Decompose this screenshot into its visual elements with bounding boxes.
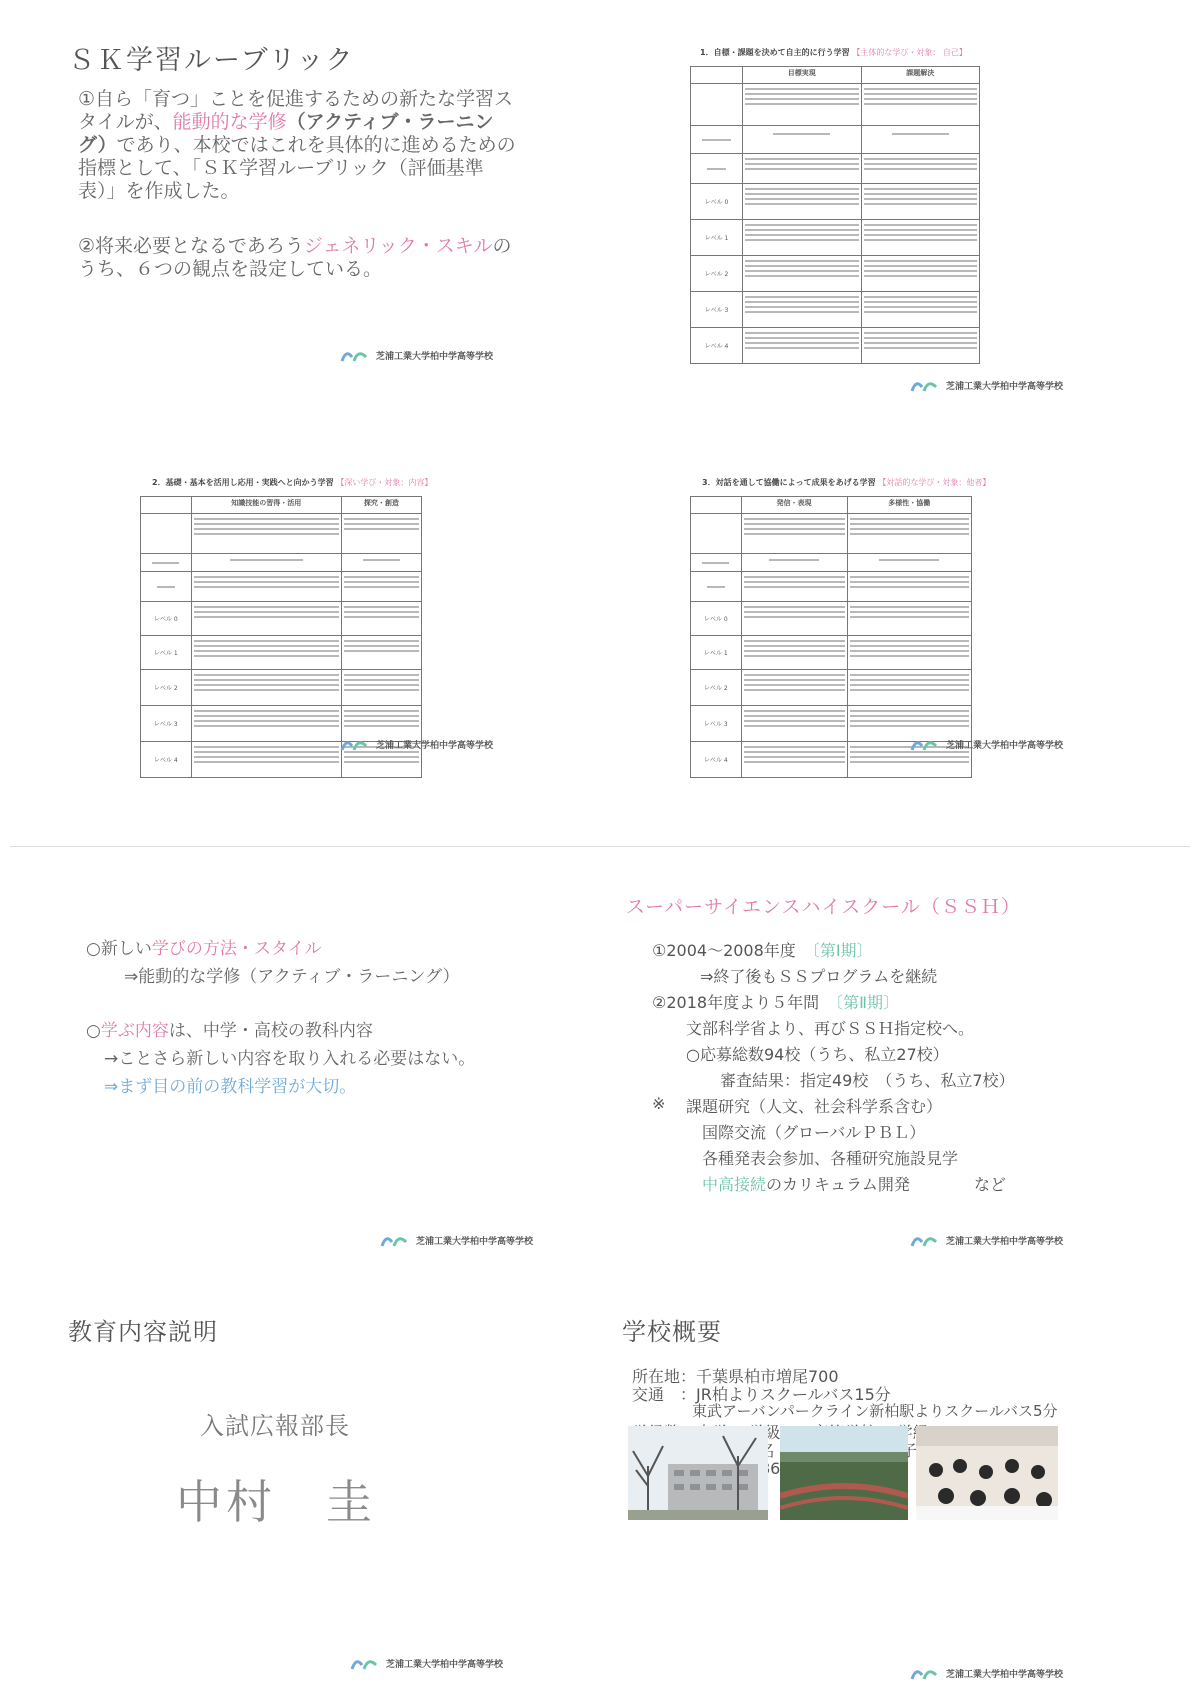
paragraph-2-text: ②将来必要となるであろう: [78, 235, 304, 257]
level-label: レベル 1: [141, 636, 192, 670]
column-header: 目標実現: [743, 67, 861, 84]
column-header: 多様性・協働: [847, 497, 971, 514]
ssh-line-6: 審査結果：指定49校 （うち、私立7校）: [720, 1071, 1015, 1090]
slide-title: ＳＫ学習ルーブリック: [68, 45, 355, 76]
ssh-line-4: 文部科学省より、再びＳＳＨ指定校へ。: [686, 1019, 975, 1038]
ssh-line-9: 各種発表会参加、各種研究施設見学: [702, 1149, 959, 1168]
school-logo-icon: [910, 1232, 940, 1248]
school-classroom-photo: [916, 1426, 1058, 1520]
level-label: レベル 0: [141, 602, 192, 636]
school-logo-icon: [340, 736, 370, 752]
school-field-photo: [780, 1426, 908, 1520]
column-header: 探究・創造: [341, 497, 421, 514]
slide-presenter: [0, 1280, 600, 1697]
school-name: 芝浦工業大学柏中学高等学校: [386, 1659, 504, 1670]
learning-line-4: →ことさら新しい内容を取り入れる必要はない。: [104, 1049, 476, 1069]
ssh-title: スーパーサイエンスハイスクール（ＳＳＨ）: [626, 896, 1021, 918]
ssh-mark: ※: [652, 1094, 666, 1113]
level-label: レベル 0: [691, 184, 743, 220]
school-footer: [380, 1232, 533, 1248]
learning-line-2: ⇒能動的な学修（アクティブ・ラーニング）: [124, 967, 460, 987]
ssh-line-3: [652, 990, 899, 1013]
school-footer: [910, 1665, 1063, 1681]
ssh-phase-tag: 〔第Ⅰ期〕: [811, 941, 873, 960]
school-footer: [910, 1232, 1063, 1248]
level-label: レベル 3: [691, 706, 742, 742]
column-header: 課題解決: [861, 67, 980, 84]
ssh-period-1: ①2004～2008年度: [652, 941, 796, 960]
slide-ssh: [600, 860, 1200, 1280]
active-learning-highlight: 能動的な学修: [172, 111, 287, 133]
school-info-row: 東武アーバンパークライン新柏駅よりスクールバス5分: [632, 1402, 1058, 1420]
slide-rubric-intro: [0, 0, 600, 420]
school-logo-icon: [380, 1232, 410, 1248]
ssh-period-2: ②2018年度より５年間: [652, 993, 820, 1012]
level-label: レベル 4: [691, 328, 743, 364]
rubric-heading: [700, 47, 967, 58]
rubric-table: [690, 66, 980, 364]
column-header: 知識技能の習得・活用: [191, 497, 341, 514]
school-footer: [910, 377, 1063, 393]
active-learning-bold: （アクティブ・ラーニング）: [78, 111, 494, 156]
learning-line-1: [86, 938, 322, 961]
paragraph-1-text-end: であり、本校ではこれを具体的に進めるための指標として、「ＳＫ学習ルーブリック（評価基準表）」を作成した。: [78, 134, 516, 202]
school-logo-icon: [340, 347, 370, 363]
school-name: 芝浦工業大学柏中学高等学校: [946, 381, 1064, 392]
paragraph-1-text: ①自ら「育つ」ことを促進するための新たな学習スタイルが、: [78, 88, 514, 133]
level-label: レベル 4: [691, 742, 742, 778]
level-label: レベル 3: [691, 292, 743, 328]
school-logo-icon: [350, 1655, 380, 1671]
level-label: レベル 1: [691, 636, 742, 670]
rubric-tag: 【深い学び・対象：内容】: [336, 478, 433, 487]
level-label: レベル 2: [141, 670, 192, 706]
ssh-line-10: [702, 1172, 910, 1195]
learning-style-highlight: 学びの方法・スタイル: [151, 939, 322, 959]
learning-line-1-text: ○新しい: [86, 939, 152, 959]
learning-line-3-mark: ○: [86, 1021, 101, 1041]
junior-senior-connection-highlight: 中高接続: [702, 1175, 767, 1194]
slide-learning-style: [0, 860, 600, 1280]
school-building-photo: [628, 1426, 768, 1520]
rubric-heading-text: 3．対話を通して協働によって成果をあげる学習: [702, 478, 876, 487]
paragraph-1: [78, 88, 518, 203]
school-name: 芝浦工業大学柏中学高等学校: [946, 1236, 1064, 1247]
school-logo-icon: [910, 377, 940, 393]
presenter-role: 入試広報部長: [200, 1412, 350, 1440]
learning-line-3: [86, 1020, 373, 1043]
rubric-tag: 【対話的な学び・対象：他者】: [878, 478, 991, 487]
school-info-row: 所在地：千葉県柏市増尾700: [632, 1367, 839, 1386]
level-label: レベル 3: [141, 706, 192, 742]
learning-line-5: ⇒まず目の前の教科学習が大切。: [104, 1077, 357, 1097]
level-label: レベル 2: [691, 670, 742, 706]
ssh-line-10-end: など: [974, 1175, 1007, 1194]
school-footer: [350, 1655, 503, 1671]
level-label: レベル 2: [691, 256, 743, 292]
school-info-row: 交通 ：JR柏よりスクールバス15分: [632, 1385, 891, 1404]
generic-skill-highlight: ジェネリック・スキル: [303, 235, 493, 257]
slide-rubric-table-3: [600, 420, 1200, 840]
rubric-tag: 【主体的な学び・対象： 自己】: [852, 48, 967, 57]
level-label: レベル 0: [691, 602, 742, 636]
school-name: 芝浦工業大学柏中学高等学校: [946, 1669, 1064, 1680]
school-name: 芝浦工業大学柏中学高等学校: [416, 1236, 534, 1247]
rubric-heading-text: 1．自標・課題を決めて自主的に行う学習: [700, 48, 850, 57]
presenter-name: 中村 圭: [176, 1475, 376, 1529]
ssh-line-2: ⇒終了後もＳＳプログラムを継続: [700, 967, 938, 986]
school-footer: [340, 736, 493, 752]
rubric-heading: [152, 477, 432, 488]
school-footer: [910, 736, 1063, 752]
paragraph-2: [78, 235, 518, 281]
level-label: レベル 1: [691, 220, 743, 256]
paragraph-2-text-end: のうち、６つの観点を設定している。: [78, 235, 512, 280]
ssh-line-1: [652, 938, 873, 961]
level-label: レベル 4: [141, 742, 192, 778]
slide-rubric-table-1: [600, 0, 1200, 420]
ssh-line-8: 国際交流（グローバルＰＢＬ）: [702, 1123, 926, 1142]
ssh-line-10-text: のカリキュラム開発: [766, 1175, 910, 1194]
school-name: 芝浦工業大学柏中学高等学校: [376, 740, 494, 751]
page-divider: [10, 846, 1190, 847]
learning-line-3-text: は、中学・高校の教科内容: [168, 1021, 373, 1041]
rubric-heading-text: 2．基礎・基本を活用し応用・実践へと向かう学習: [152, 478, 334, 487]
slide-title: 教育内容説明: [68, 1318, 218, 1346]
school-logo-icon: [910, 1665, 940, 1681]
slide-rubric-table-2: [0, 420, 600, 840]
school-logo-icon: [910, 736, 940, 752]
learning-content-highlight: 学ぶ内容: [100, 1021, 169, 1041]
column-header: 発信・表現: [741, 497, 847, 514]
rubric-heading: [702, 477, 990, 488]
school-name: 芝浦工業大学柏中学高等学校: [946, 740, 1064, 751]
ssh-phase-tag: 〔第Ⅱ期〕: [835, 993, 899, 1012]
ssh-line-7: 課題研究（人文、社会科学系含む）: [686, 1097, 943, 1116]
ssh-line-5: ○応募総数94校（うち、私立27校）: [686, 1045, 949, 1064]
slide-title: 学校概要: [622, 1318, 722, 1346]
school-name: 芝浦工業大学柏中学高等学校: [376, 351, 494, 362]
school-footer: [340, 347, 493, 363]
